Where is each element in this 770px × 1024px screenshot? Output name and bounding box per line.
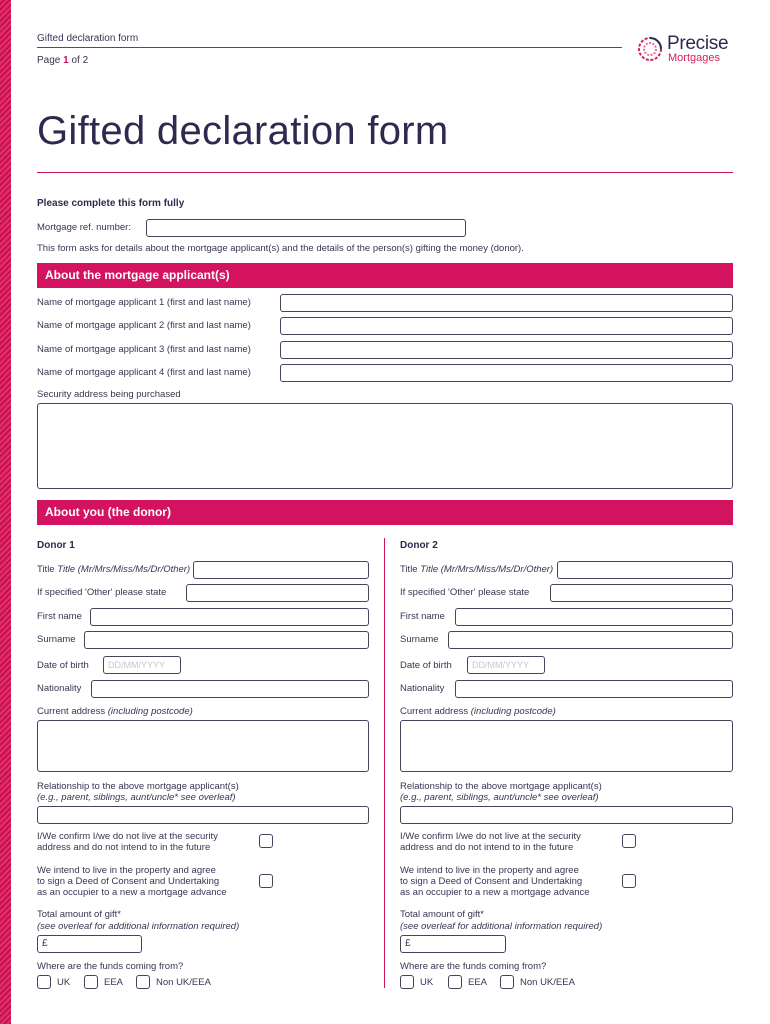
donor1-relationship-label: Relationship to the above mortgage applicant(s) <box>37 781 239 792</box>
applicant1-name-label: Name of mortgage applicant 1 (first and last name) <box>37 297 251 308</box>
donor1-firstname-label: First name <box>37 611 82 622</box>
donor1-intend-checkbox[interactable] <box>259 874 273 888</box>
logo-text-mortgages: Mortgages <box>668 52 720 64</box>
donor1-surname-input[interactable] <box>84 631 369 649</box>
security-address-textarea[interactable] <box>37 403 733 489</box>
applicant1-name-input[interactable] <box>280 294 733 312</box>
donor2-funds-question: Where are the funds coming from? <box>400 961 547 972</box>
donor1-confirm-line1: I/We confirm I/we do not live at the security <box>37 831 218 842</box>
page-title: Gifted declaration form <box>37 109 449 153</box>
donor1-nationality-input[interactable] <box>91 680 369 698</box>
donor2-gift-label: Total amount of gift* <box>400 909 484 920</box>
donor2-address-label <box>400 706 556 717</box>
donor2-funds-non-checkbox[interactable] <box>500 975 514 989</box>
decorative-side-strip <box>0 0 11 1024</box>
applicant4-name-label: Name of mortgage applicant 4 (first and last name) <box>37 367 251 378</box>
donor1-intend-line3: as an occupier to a new a mortgage advance <box>37 887 227 898</box>
donor1-relationship-note: (e.g., parent, siblings, aunt/uncle* see overleaf) <box>37 792 236 803</box>
applicant3-name-input[interactable] <box>280 341 733 359</box>
logo-mark-icon <box>636 34 666 66</box>
donor1-nationality-label: Nationality <box>37 683 82 694</box>
donor1-funds-uk-checkbox[interactable] <box>37 975 51 989</box>
header-divider <box>37 47 622 48</box>
donor1-title-label: Title Title (Mr/Mrs/Miss/Ms/Dr/Other) <box>37 564 191 575</box>
donor2-funds-eea-checkbox[interactable] <box>448 975 462 989</box>
header-document-name: Gifted declaration form <box>37 33 139 44</box>
donor1-surname-label: Surname <box>37 634 76 645</box>
donor1-address-label <box>37 706 193 717</box>
donor2-nationality-input[interactable] <box>455 680 733 698</box>
donor2-confirm-line1: I/We confirm I/we do not live at the security <box>400 831 581 842</box>
instructions-heading: Please complete this form fully <box>37 198 185 209</box>
donor2-title-input[interactable] <box>557 561 733 579</box>
donor2-intend-line3: as an occupier to a new a mortgage advance <box>400 887 590 898</box>
logo-text-precise: Precise <box>667 33 729 54</box>
donor2-address-textarea[interactable] <box>400 720 733 772</box>
donor2-intend-line2: to sign a Deed of Consent and Undertaking <box>400 876 583 887</box>
donor2-other-label: If specified 'Other' please state <box>400 587 530 598</box>
donor2-heading: Donor 2 <box>400 540 438 551</box>
title-divider <box>37 172 733 173</box>
donor2-surname-label: Surname <box>400 634 439 645</box>
donor1-gift-note: (see overleaf for additional information required) <box>37 921 240 932</box>
donor-column-divider <box>384 538 385 988</box>
donor2-intend-line1: We intend to live in the property and agree <box>400 865 579 876</box>
donor2-confirm-checkbox[interactable] <box>622 834 636 848</box>
donor2-confirm-line2: address and do not intend to in the future <box>400 842 574 853</box>
donor1-intend-line1: We intend to live in the property and agree <box>37 865 216 876</box>
donor1-confirm-line2: address and do not intend to in the future <box>37 842 211 853</box>
donor1-funds-eea-checkbox[interactable] <box>84 975 98 989</box>
donor1-gift-input[interactable]: £ <box>37 935 142 953</box>
donor2-gift-input[interactable]: £ <box>400 935 506 953</box>
mortgage-ref-label: Mortgage ref. number: <box>37 222 131 233</box>
donor1-dob-label: Date of birth <box>37 660 89 671</box>
donor1-address-note: (including postcode) <box>107 706 193 717</box>
donor1-funds-non-checkbox[interactable] <box>136 975 150 989</box>
donor2-surname-input[interactable] <box>448 631 733 649</box>
page-prefix: Page <box>37 55 61 66</box>
donor1-firstname-input[interactable] <box>90 608 369 626</box>
section-banner-donor: About you (the donor) <box>37 500 733 525</box>
donor1-dob-input[interactable]: DD/MM/YYYY <box>103 656 181 674</box>
donor2-title-options: Title (Mr/Mrs/Miss/Ms/Dr/Other) <box>420 564 554 575</box>
page-indicator <box>37 55 88 66</box>
security-address-label: Security address being purchased <box>37 389 181 400</box>
donor2-dob-input[interactable]: DD/MM/YYYY <box>467 656 545 674</box>
applicant4-name-input[interactable] <box>280 364 733 382</box>
donor1-relationship-input[interactable] <box>37 806 369 824</box>
donor2-relationship-label: Relationship to the above mortgage applicant(s) <box>400 781 602 792</box>
donor2-firstname-input[interactable] <box>455 608 733 626</box>
precise-mortgages-logo <box>636 33 736 67</box>
donor2-address-main: Current address <box>400 706 469 717</box>
donor1-funds-eea-label: EEA <box>104 977 124 988</box>
donor2-dob-label: Date of birth <box>400 660 452 671</box>
mortgage-ref-input[interactable] <box>146 219 466 237</box>
donor1-intend-line2: to sign a Deed of Consent and Undertaking <box>37 876 220 887</box>
donor2-firstname-label: First name <box>400 611 445 622</box>
donor1-gift-label: Total amount of gift* <box>37 909 121 920</box>
donor2-other-input[interactable] <box>550 584 733 602</box>
donor2-relationship-input[interactable] <box>400 806 733 824</box>
donor2-nationality-label: Nationality <box>400 683 445 694</box>
form-description: This form asks for details about the mortgage applicant(s) and the details of the person(s) gifting the money (donor). <box>37 243 524 254</box>
donor1-address-main: Current address <box>37 706 106 717</box>
section-banner-applicants: About the mortgage applicant(s) <box>37 263 733 288</box>
donor2-relationship-note: (e.g., parent, siblings, aunt/uncle* see overleaf) <box>400 792 599 803</box>
donor2-funds-non-label: Non UK/EEA <box>520 977 575 988</box>
donor1-address-textarea[interactable] <box>37 720 369 772</box>
donor2-intend-checkbox[interactable] <box>622 874 636 888</box>
donor1-funds-uk-label: UK <box>57 977 71 988</box>
donor1-other-input[interactable] <box>186 584 369 602</box>
donor1-funds-non-label: Non UK/EEA <box>156 977 211 988</box>
donor1-heading: Donor 1 <box>37 540 75 551</box>
applicant2-name-input[interactable] <box>280 317 733 335</box>
donor1-title-options: Title (Mr/Mrs/Miss/Ms/Dr/Other) <box>57 564 191 575</box>
donor2-funds-uk-label: UK <box>420 977 434 988</box>
page-number: 1 <box>63 55 69 66</box>
donor2-funds-uk-checkbox[interactable] <box>400 975 414 989</box>
applicant2-name-label: Name of mortgage applicant 2 (first and last name) <box>37 320 251 331</box>
donor1-other-label: If specified 'Other' please state <box>37 587 167 598</box>
page-suffix: of 2 <box>71 55 89 66</box>
donor1-title-input[interactable] <box>193 561 369 579</box>
donor2-address-note: (including postcode) <box>470 706 556 717</box>
donor2-gift-note: (see overleaf for additional information required) <box>400 921 603 932</box>
donor1-confirm-checkbox[interactable] <box>259 834 273 848</box>
donor2-funds-eea-label: EEA <box>468 977 488 988</box>
donor2-title-label: Title Title (Mr/Mrs/Miss/Ms/Dr/Other) <box>400 564 554 575</box>
donor1-funds-question: Where are the funds coming from? <box>37 961 184 972</box>
applicant3-name-label: Name of mortgage applicant 3 (first and last name) <box>37 344 251 355</box>
